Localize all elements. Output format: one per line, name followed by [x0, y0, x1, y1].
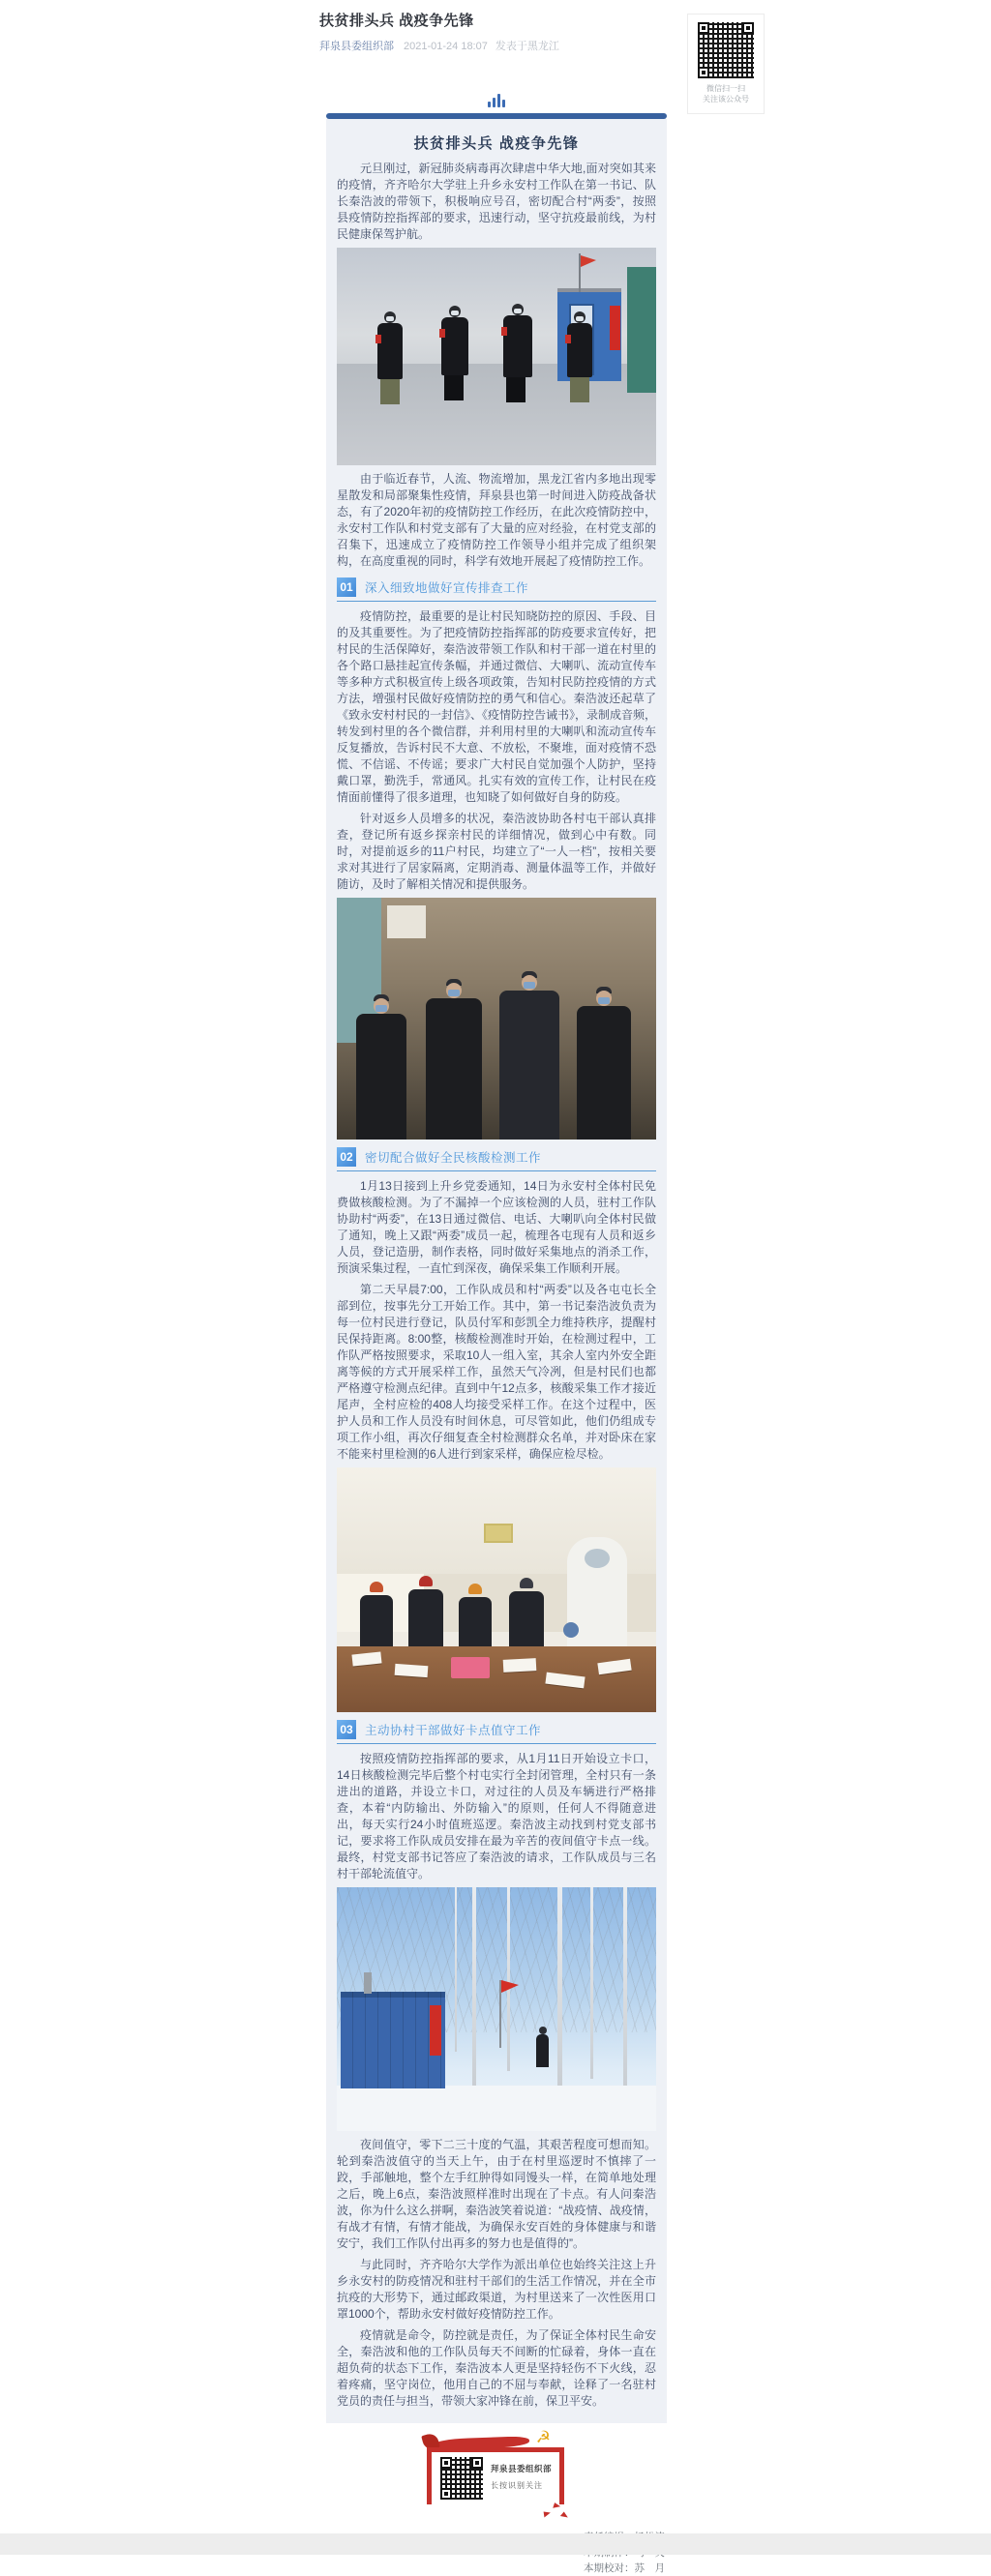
paragraph: 按照疫情防控指挥部的要求，从1月11日开始设立卡口，14日核酸检测完毕后整个村屯实行全封闭管理，全村只有一条进出的道路，并设立卡口，对过往的人员及车辆进行严格排查，本着“内防输出、外防输入”的原则，任何人不得随意进出，每天实行24小时值班巡逻。秦浩波主动找到村党支部书记，要求将工作队成员安排在最为辛苦的夜间值守卡点一线。最终，村党支部书记答应了秦浩波的请求，工作队成员与三名村干部轮流值守。: [337, 1752, 656, 1880]
paragraph: 针对返乡人员增多的状况，秦浩波协助各村屯干部认真排查，登记所有返乡探亲村民的详细情况，做到心中有数。同时，对提前返乡的11户村民，均建立了“一人一档”，按相关要求对其进行了居家隔离，定期消毒、测量体温等工作，并做好随访，及时了解相关情况和提供服务。: [337, 812, 656, 891]
section-number: 02: [337, 1147, 356, 1167]
paragraph: 与此同时，齐齐哈尔大学作为派出单位也始终关注这上升乡永安村的防疫情况和驻村干部们的生活工作情况，并在全市抗疫的大形势下，通过邮政渠道，为村里送来了一次性医用口罩1000个，帮助永安村做好疫情防控工作。: [337, 2258, 656, 2321]
red-flag-icon: [581, 255, 596, 267]
paragraph: 由于临近春节，人流、物流增加，黑龙江省内多地出现零星散发和局部聚集性疫情，拜泉县也第一时间进入防疫战备状态，有了2020年初的疫情防控工作经历，在此次疫情防控中，永安村工作队和村党支部有了大量的应对经验，在村党支部的召集下，迅速成立了疫情防控工作领导小组并完成了组织架构，在高度重视的同时，科学有效地开展起了疫情防控工作。: [337, 472, 656, 568]
section-title: 密切配合做好全民核酸检测工作: [365, 1151, 542, 1165]
page-title: 扶贫排头兵 战疫争先锋: [319, 13, 474, 29]
publish-location: 发表于黑龙江: [495, 41, 559, 52]
footer-follow-hint: 长按识别关注: [491, 2481, 543, 2490]
qr-finder-icon: [742, 22, 754, 34]
paragraph: 疫情防控，最重要的是让村民知晓防控的原因、手段、目的及其重要性。为了把疫情防控指挥部的防疫要求宣传好，把村民的生活保障好，秦浩波带领工作队和村干部一道在村里的各个路口悬挂起宣传条幅，并通过微信、大喇叭、流动宣传车等多种方式积极宣传上级各项政策，告知村民防控疫情的方式方法，增强村民做好疫情防控的勇气和信心。秦浩波还起草了《致永安村村民的一封信》、《疫情防控告诫书》，录制成音频，转发到村里的各个微信群，并利用村里的大喇叭和流动宣传车反复播放，告诉村民不大意、不放松，不聚堆，面对疫情不恐慌、不信谣、不传谣；要求广大村民自觉加强个人防护，坚持戴口罩，勤洗手，常通风。扎实有效的宣传工作，让村民在疫情面前懂得了很多道理，也知晓了如何做好自身的防疫。: [337, 609, 657, 804]
credit-line-proofreader: 本期校对：苏 月: [584, 2562, 665, 2574]
photo-indoor-group: [337, 898, 656, 1140]
follow-qr-panel: [687, 14, 765, 114]
paragraph: 疫情就是命令，防控就是责任，为了保证全体村民生命安全，秦浩波和他的工作队员每天不间断的忙碌着，身体一直在超负荷的状态下工作，秦浩波本人更是坚持轻伤不下火线，忍着疼痛，坚守岗位，他用自己的不屈与奉献，诠释了一名驻村党员的责任与担当，带领大家冲锋在前，保卫平安。: [337, 2328, 656, 2408]
content-panel: [326, 119, 667, 2423]
sample-box: [451, 1657, 490, 1678]
bar-chart-icon: [488, 94, 509, 107]
qr-caption-line2: 关注该公众号: [703, 95, 749, 104]
paragraph: 元旦刚过，新冠肺炎病毒再次肆虐中华大地,面对突如其来的疫情，齐齐哈尔大学驻上升乡永安村工作队在第一书记、队长秦浩波的带领下，积极响应号召，密切配合村“两委”，按照县疫情防控指挥部的要求，迅速行动，坚守抗疫最前线，为村民健康保驾护航。: [337, 162, 656, 241]
footer-qr-code: [440, 2457, 483, 2500]
photo-winter-checkpoint: [337, 1887, 656, 2131]
article-heading: 扶贫排头兵 战疫争先锋: [413, 135, 580, 152]
checkpoint-sign: [610, 306, 620, 350]
qr-caption-line1: 微信扫一扫: [706, 84, 745, 93]
photo-testing-hall: [337, 1467, 656, 1712]
qr-finder-icon: [698, 22, 709, 34]
qr-finder-icon: [440, 2488, 452, 2500]
paragraph: 夜间值守，零下二三十度的气温，其艰苦程度可想而知。轮到秦浩波值守的当天上午，由于在村里巡逻时不慎摔了一跤，手部触地，整个左手红肿得如同馒头一样，在简单地处理之后，晚上6点，秦浩波照样准时出现在了卡点。有人问秦浩波，你为什么这么拼啊，秦浩波笑着说道：“战疫情、战疫情，有战才有情，有情才能战，为确保永安百姓的身体健康与和谐安宁，我们工作队付出再多的努力也是值得的”。: [337, 2138, 656, 2250]
qr-finder-icon: [698, 67, 709, 78]
section-header-2: [337, 1147, 656, 1171]
qr-code-image: [698, 22, 754, 78]
publish-date: 2021-01-24 18:07: [404, 41, 488, 52]
section-number: 01: [337, 577, 356, 597]
dove-icon: [544, 2511, 552, 2518]
section-header-1: [337, 577, 656, 602]
photo-checkpoint-road: [337, 248, 656, 465]
section-title: 深入细致地做好宣传排查工作: [365, 581, 529, 595]
footer-banner: [419, 2428, 574, 2523]
bottom-gray-band: [0, 2533, 991, 2555]
qr-finder-icon: [471, 2457, 483, 2469]
section-number: 03: [337, 1720, 356, 1739]
party-emblem-icon: ☭: [535, 2428, 551, 2446]
byline: [319, 38, 559, 53]
qr-finder-icon: [440, 2457, 452, 2469]
dove-icon: [560, 2511, 569, 2520]
paragraph: 1月13日接到上升乡党委通知，14日为永安村全体村民免费做核酸检测。为了不漏掉一个应该检测的人员，驻村工作队协助村“两委”，在13日通过微信、电话、大喇叭向全体村民做了通知，晚上又跟“两委”成员一起，梳理各屯现有人员和返乡人员，登记造册，制作表格，同时做好采集地点的消杀工作，预演采集过程，一直忙到深夜，确保采集工作顺利开展。: [337, 1179, 656, 1275]
checkpoint-sign: [430, 2005, 441, 2056]
footer-account-name: 拜泉县委组织部: [491, 2464, 553, 2473]
paragraph: 第二天早晨7:00，工作队成员和村“两委”以及各屯屯长全部到位，按事先分工开始工作。其中，第一书记秦浩波负责为每一位村民进行登记，队员付军和彭凯全力维持秩序，提醒村民保持距离。8:00整，核酸检测准时开始，在检测过程中，工作队严格按照要求，采取10人一组入室，其余人室内外安全距离等候的方式开展采样工作，虽然天气冷冽，但是村民们也都严格遵守检测点纪律。直到中午12点多，核酸采集工作才接近尾声，全村应检的408人均接受采样工作。在这个过程中，医护人员和工作人员没有时间休息，可尽管如此，他们仍组成专项工作小组，再次仔细复查全村检测群众名单，并对卧床在家不能来村里检测的6人进行到家采样，确保应检尽检。: [337, 1283, 656, 1461]
account-name-link[interactable]: 拜泉县委组织部: [319, 41, 394, 52]
red-flag-icon: [501, 1980, 519, 1993]
section-title: 主动协村干部做好卡点值守工作: [365, 1724, 542, 1737]
content-column: [326, 113, 667, 2576]
section-header-3: [337, 1720, 656, 1744]
person-on-duty: [536, 2034, 549, 2067]
